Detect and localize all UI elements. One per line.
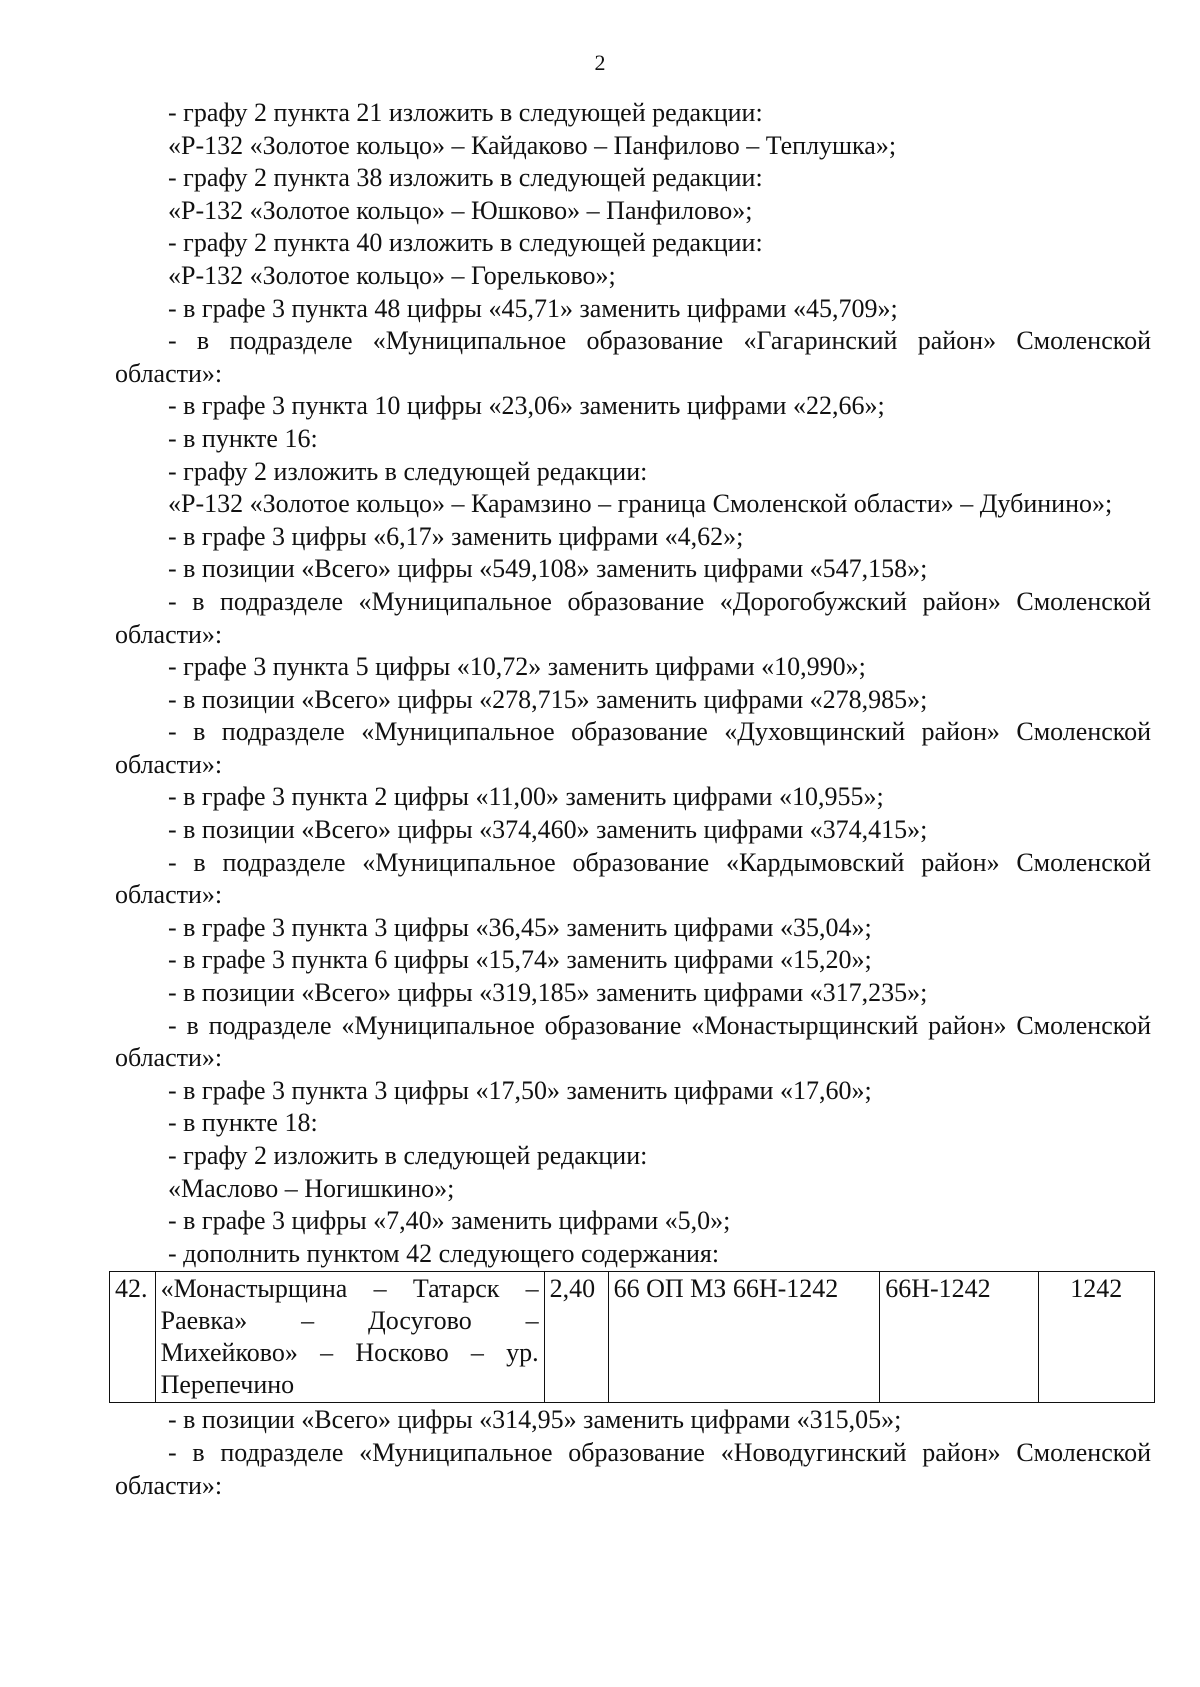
paragraph: «Р-132 «Золотое кольцо» – Юшково» – Панфилово»; xyxy=(168,195,753,225)
paragraph: - в графе 3 пункта 3 цифры «36,45» заменить цифрами «35,04»; xyxy=(168,912,872,942)
paragraph: - в позиции «Всего» цифры «549,108» заменить цифрами «547,158»; xyxy=(168,554,928,584)
paragraph: - в пункте 18: xyxy=(168,1108,318,1138)
paragraph: - в графе 3 пункта 48 цифры «45,71» заменить цифрами «45,709»; xyxy=(168,293,898,323)
paragraph: - графе 3 пункта 5 цифры «10,72» заменить цифрами «10,990»; xyxy=(168,652,866,682)
reg-code-cell: 66Н-1242 xyxy=(880,1272,1038,1403)
paragraph: - в графе 3 пункта 2 цифры «11,00» заменить цифрами «10,955»; xyxy=(168,782,884,812)
paragraph: - в подразделе «Муниципальное образование «Духовщинский район» Смоленской области»: xyxy=(115,717,1151,779)
document-body xyxy=(115,97,1151,1502)
paragraph: - в подразделе «Муниципальное образование «Новодугинский район» Смоленской области»: xyxy=(115,1437,1151,1500)
paragraph: «Р-132 «Золотое кольцо» – Карамзино – граница Смоленской области» – Дубинино»; xyxy=(168,489,1113,519)
row-number-cell: 42. xyxy=(110,1272,156,1403)
paragraph: - графу 2 изложить в следующей редакции: xyxy=(168,456,648,486)
paragraph: - графу 2 изложить в следующей редакции: xyxy=(168,1141,648,1170)
paragraph: - в позиции «Всего» цифры «374,460» заменить цифрами «374,415»; xyxy=(168,815,928,845)
number-cell: 1242 xyxy=(1038,1272,1154,1403)
paragraph: - графу 2 пункта 21 изложить в следующей редакции: xyxy=(168,98,763,127)
page-number: 2 xyxy=(594,50,606,75)
paragraph: - в графе 3 пункта 10 цифры «23,06» заменить цифрами «22,66»; xyxy=(168,391,885,421)
paragraph: - в позиции «Всего» цифры «319,185» заменить цифрами «317,235»; xyxy=(168,978,928,1008)
paragraph: - в подразделе «Муниципальное образование «Гагаринский район» Смоленской области»: xyxy=(115,326,1151,388)
paragraph: «Р-132 «Золотое кольцо» – Горельково»; xyxy=(168,260,616,290)
paragraph: - в пункте 16: xyxy=(168,423,318,453)
paragraph: - в графе 3 пункта 6 цифры «15,74» заменить цифрами «15,20»; xyxy=(168,945,872,975)
paragraph: - в графе 3 пункта 3 цифры «17,50» заменить цифрами «17,60»; xyxy=(168,1075,872,1105)
length-cell: 2,40 xyxy=(544,1272,608,1403)
paragraph: - в позиции «Всего» цифры «314,95» заменить цифрами «315,05»; xyxy=(168,1405,902,1435)
road-insert-table xyxy=(109,1271,1155,1403)
paragraph: «Р-132 «Золотое кольцо» – Кайдаково – Панфилово – Теплушка»; xyxy=(168,130,897,160)
paragraph: - в графе 3 цифры «7,40» заменить цифрами «5,0»; xyxy=(168,1206,731,1236)
road-name-cell: «Монастырщина – Татарск – Раевка» – Досугово – Михейково» – Носково – ур. Перепечино xyxy=(155,1272,544,1403)
paragraph: - в подразделе «Муниципальное образование «Дорогобужский район» Смоленской области»: xyxy=(115,586,1151,649)
paragraph: - в подразделе «Муниципальное образование «Кардымовский район» Смоленской области»: xyxy=(115,847,1151,910)
paragraph: «Маслово – Ногишкино»; xyxy=(168,1173,455,1203)
paragraph: - в позиции «Всего» цифры «278,715» заменить цифрами «278,985»; xyxy=(168,684,928,714)
paragraph: - в подразделе «Муниципальное образование «Монастырщинский район» Смоленской области»: xyxy=(115,1010,1151,1073)
paragraph: - дополнить пунктом 42 следующего содержания: xyxy=(168,1238,720,1268)
identifier-cell: 66 ОП МЗ 66Н-1242 xyxy=(608,1272,880,1403)
paragraph: - графу 2 пункта 38 изложить в следующей редакции: xyxy=(168,163,763,193)
table-row xyxy=(110,1272,1155,1403)
paragraph: - графу 2 пункта 40 изложить в следующей редакции: xyxy=(168,228,763,258)
paragraph: - в графе 3 цифры «6,17» заменить цифрами «4,62»; xyxy=(168,521,744,551)
